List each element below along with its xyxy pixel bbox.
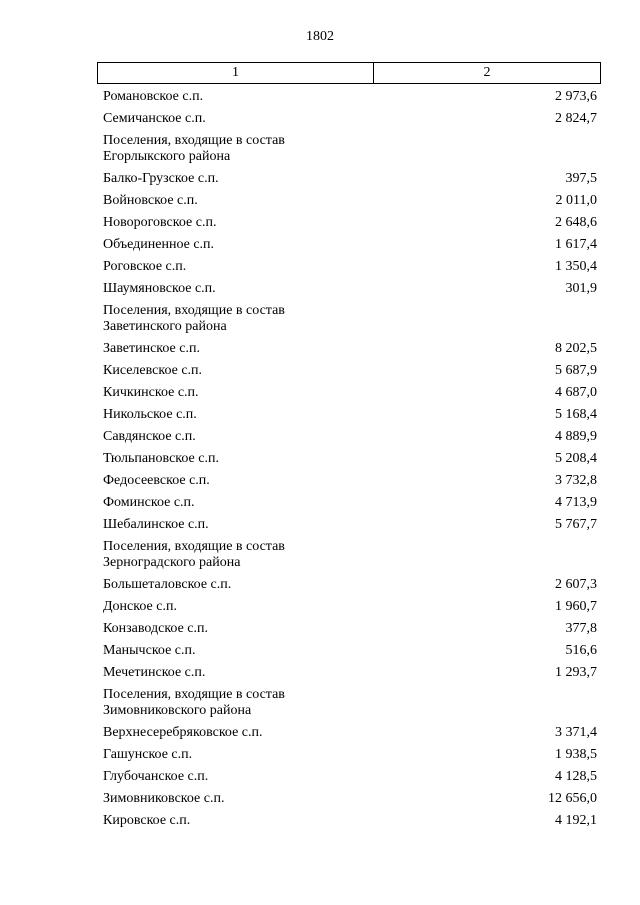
settlement-name: Романовское с.п. bbox=[103, 89, 204, 104]
settlement-name: Верхнесеребряковское с.п. bbox=[103, 725, 263, 740]
group-heading-row bbox=[103, 684, 597, 722]
amount-value: 301,9 bbox=[565, 281, 597, 296]
amount-value bbox=[363, 300, 597, 338]
settlement-name: Мечетинское с.п. bbox=[103, 665, 206, 680]
amount-value: 377,8 bbox=[565, 621, 597, 636]
settlement-name: Донское с.п. bbox=[103, 599, 177, 614]
amount-value: 1 960,7 bbox=[555, 599, 597, 614]
page-number: 1802 bbox=[306, 29, 334, 44]
amount-value: 1 938,5 bbox=[555, 747, 597, 762]
settlement-name: Зимовниковское с.п. bbox=[103, 791, 225, 806]
group-heading-row bbox=[103, 536, 597, 574]
amount-value: 12 656,0 bbox=[548, 791, 597, 806]
group-heading: Поселения, входящие в состав Зерноградского района bbox=[103, 539, 285, 570]
group-heading: Поселения, входящие в состав Егорлыкского района bbox=[103, 133, 285, 164]
group-heading-row bbox=[103, 300, 597, 338]
amount-value: 2 011,0 bbox=[555, 193, 597, 208]
settlement-name: Федосеевское с.п. bbox=[103, 473, 210, 488]
amount-value: 4 128,5 bbox=[555, 769, 597, 784]
settlement-name: Гашунское с.п. bbox=[103, 747, 193, 762]
table-row bbox=[103, 86, 597, 108]
amount-value: 5 208,4 bbox=[555, 451, 597, 466]
table-row bbox=[103, 662, 597, 684]
settlement-name: Войновское с.п. bbox=[103, 193, 198, 208]
settlement-name: Конзаводское с.п. bbox=[103, 621, 209, 636]
settlement-name: Кичкинское с.п. bbox=[103, 385, 199, 400]
table-row bbox=[103, 168, 597, 190]
amount-value: 1 350,4 bbox=[555, 259, 597, 274]
amount-value: 8 202,5 bbox=[555, 341, 597, 356]
table-row bbox=[103, 618, 597, 640]
settlement-name: Семичанское с.п. bbox=[103, 111, 206, 126]
column-header-1: 1 bbox=[98, 63, 374, 83]
settlement-name: Кировское с.п. bbox=[103, 813, 191, 828]
column-header-2: 2 bbox=[483, 65, 491, 80]
table-row bbox=[103, 470, 597, 492]
settlement-name: Фоминское с.п. bbox=[103, 495, 195, 510]
table-row bbox=[103, 788, 597, 810]
table-row bbox=[103, 426, 597, 448]
table-row bbox=[103, 382, 597, 404]
amount-value: 5 687,9 bbox=[555, 363, 597, 378]
settlement-name: Шаумяновское с.п. bbox=[103, 281, 216, 296]
settlement-name: Шебалинское с.п. bbox=[103, 517, 209, 532]
table-row bbox=[103, 448, 597, 470]
table-header bbox=[97, 62, 601, 84]
table-row bbox=[103, 640, 597, 662]
settlement-name: Новороговское с.п. bbox=[103, 215, 217, 230]
table-row bbox=[103, 108, 597, 130]
table-row bbox=[103, 338, 597, 360]
amount-value: 5 168,4 bbox=[555, 407, 597, 422]
table-row bbox=[103, 514, 597, 536]
table-row bbox=[103, 278, 597, 300]
settlement-name: Большеталовское с.п. bbox=[103, 577, 232, 592]
amount-value bbox=[363, 130, 597, 168]
amount-value: 4 192,1 bbox=[555, 813, 597, 828]
amount-value: 2 973,6 bbox=[555, 89, 597, 104]
settlement-name: Савдянское с.п. bbox=[103, 429, 196, 444]
table-row bbox=[103, 574, 597, 596]
table-row bbox=[103, 492, 597, 514]
settlement-name: Никольское с.п. bbox=[103, 407, 197, 422]
amount-value: 2 607,3 bbox=[555, 577, 597, 592]
amount-value bbox=[363, 536, 597, 574]
table-row bbox=[103, 404, 597, 426]
table-row bbox=[103, 744, 597, 766]
amount-value: 4 889,9 bbox=[555, 429, 597, 444]
amount-value: 3 371,4 bbox=[555, 725, 597, 740]
settlement-name: Глубочанское с.п. bbox=[103, 769, 209, 784]
amount-value: 4 713,9 bbox=[555, 495, 597, 510]
settlement-name: Тюльпановское с.п. bbox=[103, 451, 219, 466]
group-heading: Поселения, входящие в состав Заветинского района bbox=[103, 303, 285, 334]
table-row bbox=[103, 212, 597, 234]
table-row bbox=[103, 256, 597, 278]
settlement-name: Манычское с.п. bbox=[103, 643, 196, 658]
table-row bbox=[103, 810, 597, 832]
amount-value: 4 687,0 bbox=[555, 385, 597, 400]
amount-value: 5 767,7 bbox=[555, 517, 597, 532]
table-body bbox=[103, 86, 597, 832]
amount-value bbox=[363, 684, 597, 722]
table-row bbox=[103, 190, 597, 212]
amount-value: 397,5 bbox=[565, 171, 597, 186]
settlement-name: Киселевское с.п. bbox=[103, 363, 203, 378]
settlement-name: Объединенное с.п. bbox=[103, 237, 215, 252]
table-row bbox=[103, 360, 597, 382]
amount-value: 3 732,8 bbox=[555, 473, 597, 488]
table-row bbox=[103, 722, 597, 744]
table-row bbox=[103, 596, 597, 618]
amount-value: 1 617,4 bbox=[555, 237, 597, 252]
group-heading: Поселения, входящие в состав Зимовниковского района bbox=[103, 687, 285, 718]
settlement-name: Заветинское с.п. bbox=[103, 341, 200, 356]
table-row bbox=[103, 234, 597, 256]
settlement-name: Балко-Грузское с.п. bbox=[103, 171, 219, 186]
amount-value: 1 293,7 bbox=[555, 665, 597, 680]
settlement-name: Роговское с.п. bbox=[103, 259, 187, 274]
amount-value: 516,6 bbox=[565, 643, 597, 658]
table-row bbox=[103, 766, 597, 788]
amount-value: 2 824,7 bbox=[555, 111, 597, 126]
group-heading-row bbox=[103, 130, 597, 168]
amount-value: 2 648,6 bbox=[555, 215, 597, 230]
